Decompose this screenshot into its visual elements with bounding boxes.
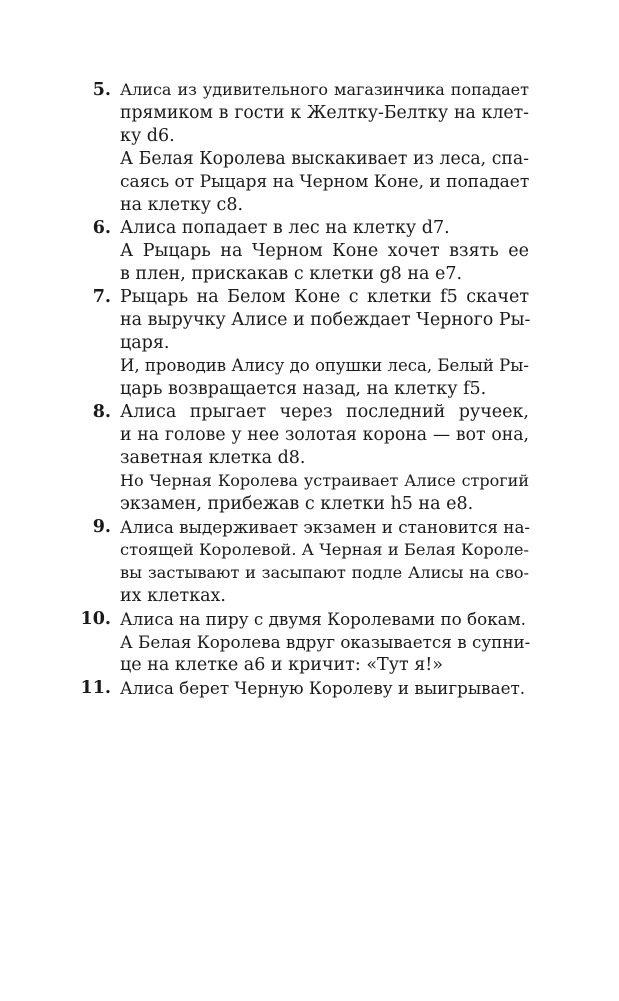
text-line: на клетку с8. [120, 195, 244, 215]
text-line: ку d6. [120, 126, 175, 146]
text-line: Рыцарь на Белом Коне с клетки f5 скачет [120, 287, 529, 307]
move-number: 11. [80, 678, 111, 698]
text-line: А Белая Королева вдруг оказывается в супни- [120, 632, 531, 652]
move-number: 6. [92, 218, 111, 238]
text-line: Алиса прыгает через последний ручеек, [120, 402, 529, 422]
move-number: 10. [80, 609, 111, 629]
text-line: Но Черная Королева устраивает Алисе строгий [120, 471, 529, 490]
text-line: царя. [120, 333, 170, 353]
text-line: И, проводив Алису до опушки леса, Белый Ры- [120, 356, 529, 375]
text-line: Алиса на пиру с двумя Королевами по бокам. [120, 609, 526, 629]
move-number: 5. [92, 80, 111, 100]
text-line: царь возвращается назад, на клетку f5. [120, 379, 487, 399]
text-line: прямиком в гости к Желтку-Белтку на клет- [120, 103, 529, 123]
text-line: А Рыцарь на Черном Коне хочет взять ее [120, 241, 529, 261]
text-line: экзамен, прибежав с клетки h5 на е8. [120, 494, 474, 514]
text-line: и на голове у нее золотая корона — вот она, [120, 425, 529, 445]
text-line: Алиса попадает в лес на клетку d7. [120, 218, 450, 238]
text-line: заветная клетка d8. [120, 448, 306, 468]
text-line: их клетках. [120, 586, 226, 606]
move-number: 8. [92, 402, 111, 422]
text-line: в плен, прискакав с клетки g8 на е7. [120, 264, 463, 284]
text-line: саясь от Рыцаря на Черном Коне, и попадает [120, 172, 530, 192]
text-line: стоящей Королевой. А Черная и Белая Короле- [120, 540, 529, 559]
move-number: 9. [92, 517, 111, 537]
text-line: це на клетке а6 и кричит: «Тут я!» [120, 655, 444, 675]
text-line: на выручку Алисе и побеждает Черного Ры- [120, 310, 531, 330]
move-number: 7. [92, 287, 111, 307]
text-line: Алиса выдерживает экзамен и становится на- [120, 517, 531, 537]
text-line: А Белая Королева выскакивает из леса, спа- [120, 149, 529, 169]
text-line: Алиса берет Черную Королеву и выигрывает. [120, 678, 526, 698]
text-line: вы застывают и засыпают подле Алисы на сво- [120, 563, 529, 582]
text-line: Алиса из удивительного магазинчика попадает [120, 80, 529, 99]
